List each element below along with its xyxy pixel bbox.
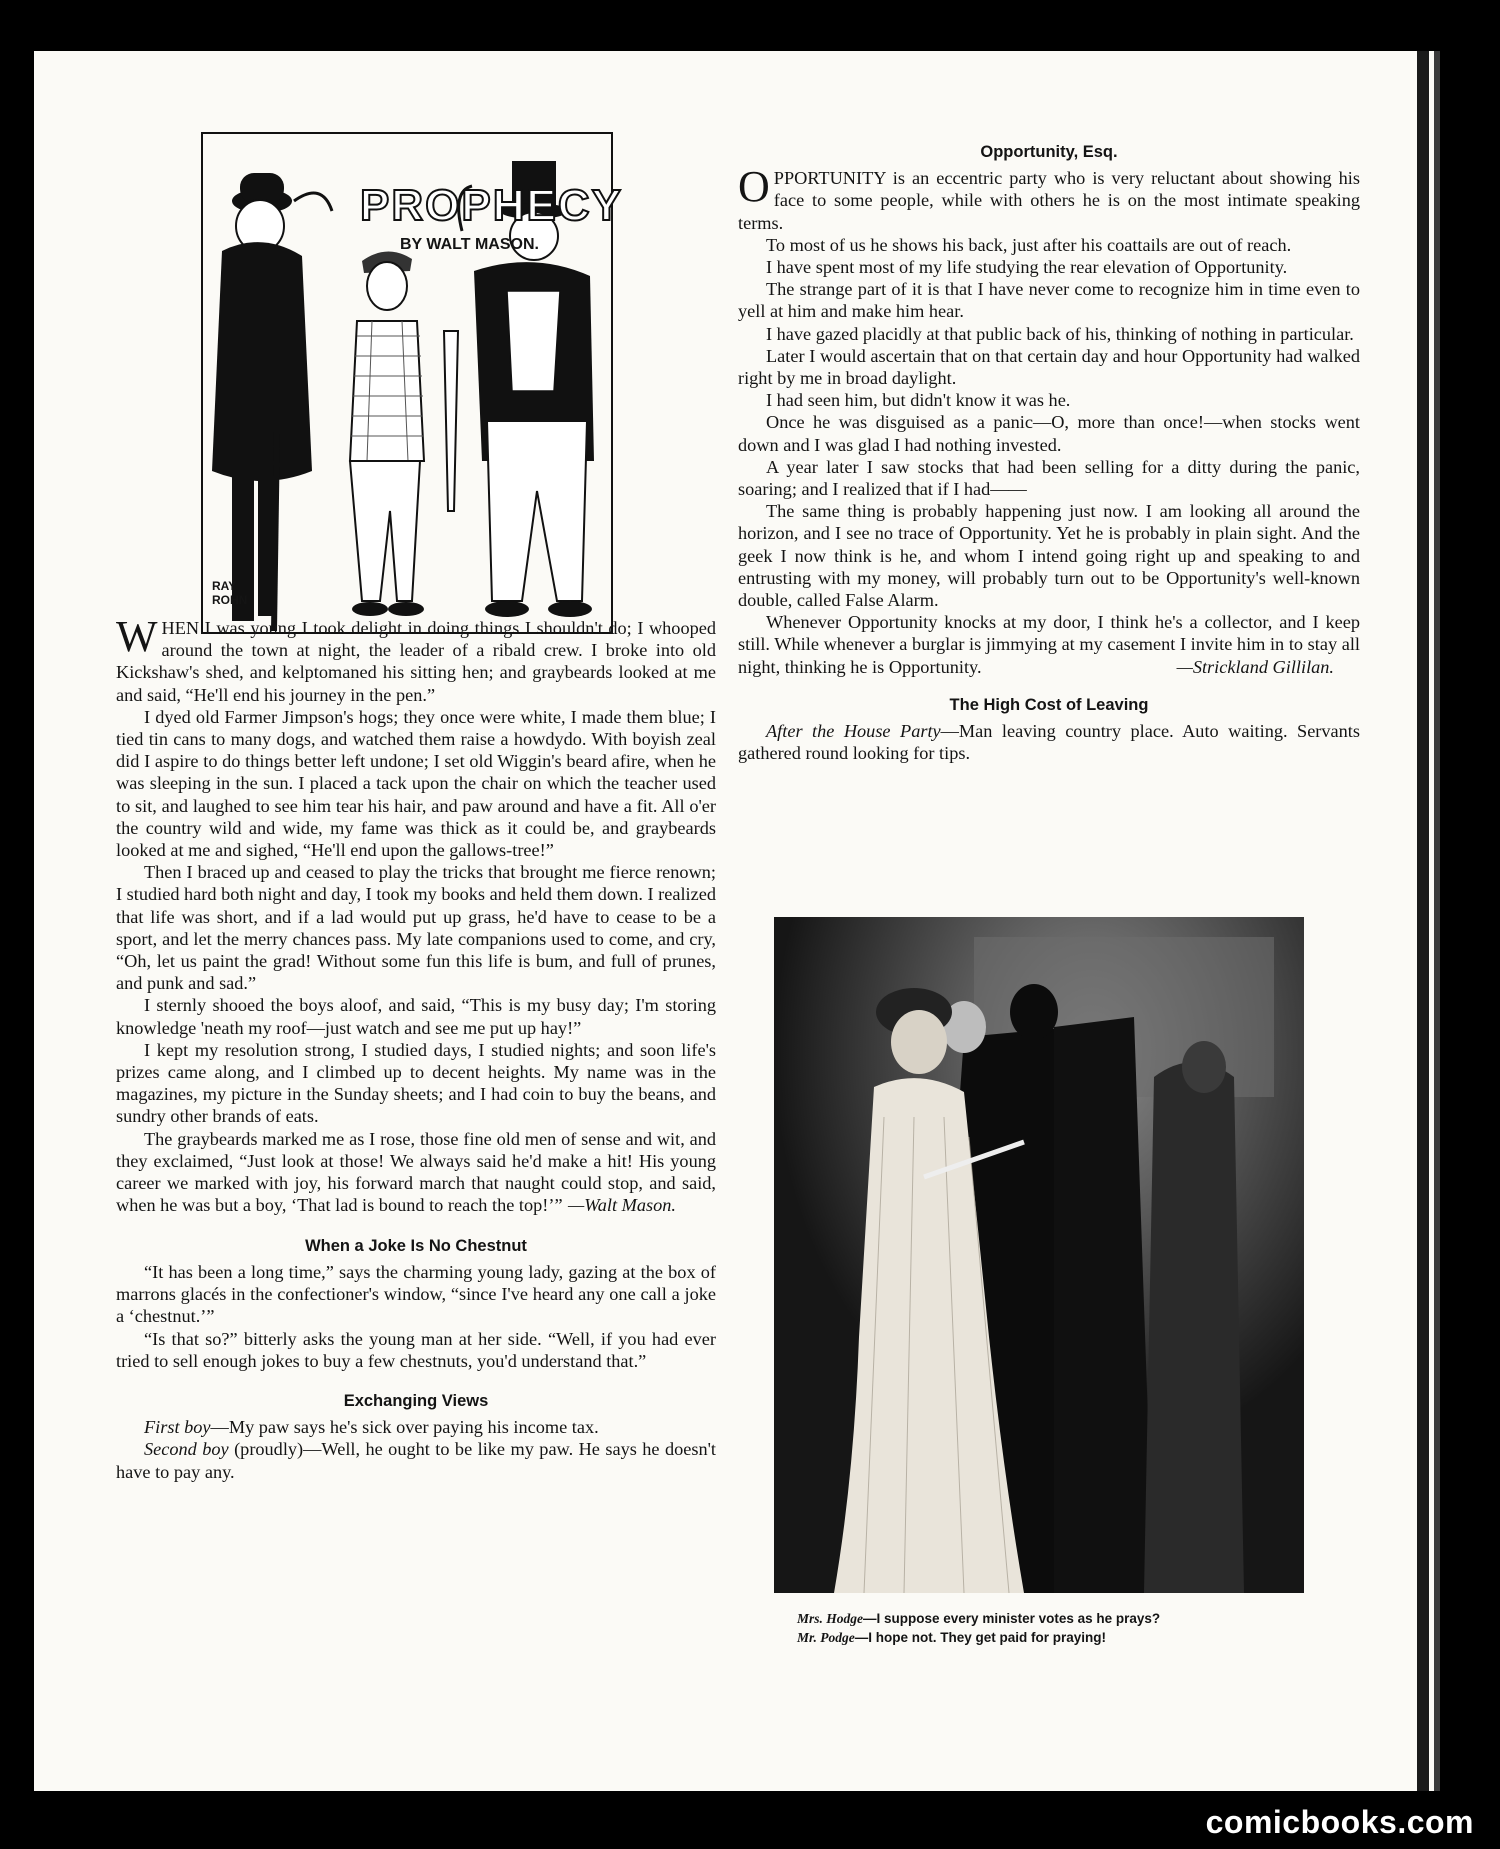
prophecy-paragraph: WHEN I was young I took delight in doing things I shouldn't do; I whooped around the town at night, the leader of a ribald crew. I broke into old Kickshaw's shed, and kelptomaned his sitting hen; and graybeards looked at me and said, “He'll end his journey in the pen.” — [116, 612, 716, 705]
binding-edge — [1434, 51, 1440, 1791]
caption-line: Mr. Podge—I hope not. They get paid for praying! — [797, 1630, 1107, 1645]
illustration-caption — [797, 1609, 1317, 1647]
binding-gutter — [1417, 51, 1429, 1791]
opportunity-paragraph: The same thing is probably happening just now. I am looking all around the horizon, and I see no trace of Opportunity. Yet he is probably in plain sight. And the geek I now think is he, and whom I intend going right up and speaking to and entrusting with my money, will probably turn out to be Opportunity's well-known double, called False Alarm. — [738, 501, 1360, 611]
house-party-scene — [774, 917, 1304, 1593]
opportunity-paragraph: OPPORTUNITY is an eccentric party who is very reluctant about showing his face to some people, while with others he is on the most intimate speaking terms. — [738, 162, 1360, 233]
house-party-illustration — [774, 917, 1304, 1593]
caption-line: Mrs. Hodge—I suppose every minister votes as he prays? — [797, 1611, 1161, 1626]
prophecy-paragraph: I kept my resolution strong, I studied days, I studied nights; and soon life's prizes came along, and I climbed up to decent heights. My name was in the magazines, my picture in the Sunday sheets; and I had coin to buy the beans, and sundry other brands of eats. — [116, 1039, 716, 1127]
opportunity-paragraph: Later I would ascertain that on that certain day and hour Opportunity had walked right by me in broad daylight. — [738, 345, 1360, 389]
opportunity-paragraph: A year later I saw stocks that had been selling for a ditty during the panic, soaring; and I realized that if I had—— — [738, 456, 1360, 500]
prophecy-paragraph: I dyed old Farmer Jimpson's hogs; they once were white, I made them blue; I tied tin cans to many dogs, and watched them raise a howdydo. With boyish zeal did I aspire to do things better left undone; I set old Wiggin's beard afire, when he was sleeping in the sun. I placed a tack upon the chair on which the teacher used to sit, and laughed to see him tear his hair, and paw around and have a fit. All o'er the country wild and wide, my fame was thick as it could be, and graybeards looked at me and sighed, “He'll end upon the gallows-tree!” — [116, 706, 716, 861]
prophecy-paragraph: Then I braced up and ceased to play the tricks that brought me fierce renown; I studied hard both night and day, I took my books and held them down. I realized that life was short, and if a lad would put up grass, he'd have to cease to be a sport, and let the merry chances pass. My late companions used to come, and cry, “Oh, let us paint the grad! Without some fun this life is bum, and full of prunes, and punk and sad.” — [116, 862, 716, 994]
opportunity-paragraph: Whenever Opportunity knocks at my door, I think he's a collector, and I keep still. While whenever a burglar is jimmying at my casement I invite him in to stay all night, thinking he is Opportunity. — [738, 612, 1360, 677]
opportunity-paragraph: I had seen him, but didn't know it was he. — [766, 390, 1071, 411]
site-watermark: comicbooks.com — [1205, 1804, 1474, 1840]
views-line: Second boy (proudly)—Well, he ought to be like my paw. He says he doesn't have to pay any. — [116, 1439, 716, 1482]
prophecy-paragraph: The graybeards marked me as I rose, those fine old men of sense and wit, and they exclaimed, “Just look at those! We always said he'd make a hit! His young career we marked with joy, his forward march that naught could stop, and said, when he was but a boy, ‘That lad is bound to reach the top!’” — [116, 1128, 716, 1216]
opportunity-heading: Opportunity, Esq. — [980, 143, 1118, 161]
prophecy-paragraph: I sternly shooed the boys aloof, and said, “This is my busy day; I'm storing knowledge 'neath my roof—just watch and see me put up hay!” — [116, 995, 716, 1038]
opportunity-paragraph: Once he was disguised as a panic—O, more than once!—when stocks went down and I was glad I had nothing invested. — [738, 412, 1360, 455]
prophecy-title: PROPHECY — [360, 181, 623, 230]
artist-signature: RAY ROHN — [212, 579, 248, 607]
opportunity-signature: —Strickland Gillilan. — [1176, 656, 1334, 677]
dropcap-w: W — [116, 612, 158, 661]
prophecy-signature: —Walt Mason. — [567, 1195, 676, 1216]
opportunity-paragraph: I have spent most of my life studying the rear elevation of Opportunity. — [766, 257, 1288, 278]
right-column — [738, 141, 1360, 765]
chestnut-heading: When a Joke Is No Chestnut — [305, 1236, 527, 1255]
views-heading: Exchanging Views — [343, 1391, 489, 1410]
chestnut-paragraph: “It has been a long time,” says the charming young lady, gazing at the box of marrons glacés in the confectioner's window, “since I've heard any one call a joke a ‘chestnut.’” — [116, 1261, 716, 1327]
views-line: First boy—My paw says he's sick over paying his income tax. — [144, 1417, 599, 1438]
left-column — [116, 612, 716, 1483]
prophecy-cartoon — [162, 131, 622, 641]
magazine-page — [34, 51, 1440, 1791]
opportunity-paragraph: To most of us he shows his back, just after his coattails are out of reach. — [766, 234, 1292, 255]
prophecy-byline: BY WALT MASON. — [400, 236, 539, 253]
chestnut-paragraph: “Is that so?” bitterly asks the young man at her side. “Well, if you had ever tried to sell enough jokes to buy a few chestnuts, you'd understand that.” — [116, 1328, 716, 1371]
opportunity-paragraph: I have gazed placidly at that public back of his, thinking of nothing in particular. — [766, 323, 1354, 344]
leaving-heading: The High Cost of Leaving — [949, 696, 1149, 715]
leaving-paragraph: After the House Party—Man leaving country place. Auto waiting. Servants gathered round looking for tips. — [738, 721, 1360, 764]
opportunity-paragraph: The strange part of it is that I have never come to recognize him in time even to yell at him and make him hear. — [738, 279, 1360, 322]
dropcap-o: O — [738, 162, 770, 212]
